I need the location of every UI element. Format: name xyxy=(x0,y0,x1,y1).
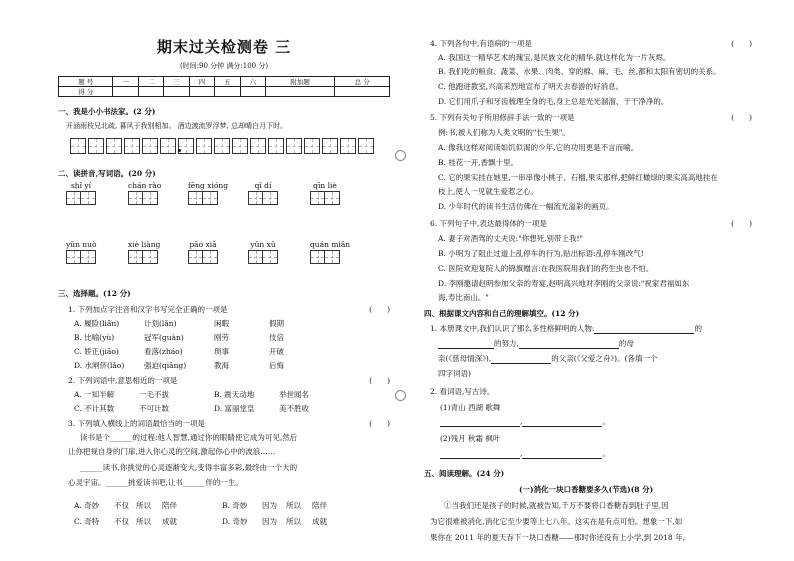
option-text: 不仅 xyxy=(114,501,129,510)
question-3-1: 1. 下列加点字注音和汉字书写完全正确的一项是 xyxy=(68,305,228,314)
option-text: 举世闻名 xyxy=(279,390,309,399)
question-3-6: 6. 下列句子中,表达最得体的一项是 xyxy=(430,219,547,228)
option-text: B. 我们吃的粮食、蔬菜、水果、肉类、穿的棉、麻、毛、丝,都和太阳有密切的关系。 xyxy=(438,67,721,76)
score-cell[interactable] xyxy=(240,87,265,97)
write-box[interactable] xyxy=(263,191,278,205)
blank-field[interactable] xyxy=(522,449,602,459)
pinyin-item xyxy=(128,181,161,205)
score-head: 五 xyxy=(215,77,240,87)
pinyin-text: shǐ yí xyxy=(70,181,92,190)
pinyin-item xyxy=(188,181,228,205)
write-box[interactable] xyxy=(325,191,340,205)
option-text[interactable]: B. 比喻(yù) xyxy=(74,333,115,342)
section-5-heading: 五、阅读理解。(24 分) xyxy=(424,469,505,478)
option-text: 冠军(guàn) xyxy=(144,333,184,342)
pinyin-item xyxy=(248,181,278,205)
option-text: 琐事 xyxy=(214,347,229,356)
pinyin-item xyxy=(188,240,218,264)
write-box[interactable] xyxy=(188,191,203,205)
option-text: D. 它们用爪子和牙齿梳理全身的毛,身上总是光光溜溜、干干净净的。 xyxy=(438,97,669,106)
option-text: A. 像我这样对阅读如饥似渴的少年,它的功用更是不言而喻。 xyxy=(438,143,639,152)
pinyin-text: fēng xióng xyxy=(188,181,229,190)
grid-cell[interactable] xyxy=(214,138,230,154)
pinyin-text: xiè liàng xyxy=(128,240,161,249)
option-text: 一毛不拔 xyxy=(139,390,169,399)
question-3-3: 3. 下列填入横线上的词语最恰当的一项是 xyxy=(68,419,206,428)
pinyin-item xyxy=(66,181,96,205)
blank-field[interactable] xyxy=(440,449,520,459)
score-cell[interactable] xyxy=(164,87,189,97)
blank-field[interactable] xyxy=(438,339,494,349)
option-text[interactable]: C. 不计其数 xyxy=(74,404,115,413)
grid-cell[interactable] xyxy=(232,138,248,154)
option-text: 枝上,使人一见就生爱惹之心。 xyxy=(438,187,538,196)
score-head: 六 xyxy=(240,77,265,87)
question-text: 亲(《慈母情深》), xyxy=(438,354,492,363)
option-text: C. 他跑进教室,兴高采烈地宣布了明天去春游的好消息。 xyxy=(438,82,624,91)
blank-field[interactable] xyxy=(491,354,551,364)
fill-question-4-1-line3 xyxy=(438,353,658,364)
write-box[interactable] xyxy=(66,250,81,264)
option-text: 陪伴 xyxy=(312,501,327,510)
pinyin-item xyxy=(248,240,278,264)
grid-cell[interactable] xyxy=(268,138,284,154)
grid-cell[interactable] xyxy=(196,138,212,154)
answer-paren[interactable]: ( ) xyxy=(369,305,390,314)
answer-paren[interactable]: ( ) xyxy=(369,376,390,385)
grid-cell[interactable] xyxy=(106,138,122,154)
option-text: 后悔 xyxy=(269,361,284,370)
pinyin-item xyxy=(310,240,350,264)
write-box[interactable] xyxy=(188,250,203,264)
option-text[interactable]: C. 娇正(jiǎo) xyxy=(74,347,119,356)
pinyin-text: pāo xiǎ xyxy=(189,240,217,249)
score-cell[interactable] xyxy=(113,87,138,97)
score-cell[interactable] xyxy=(189,87,214,97)
write-box[interactable] xyxy=(128,191,143,205)
grid-cell[interactable] xyxy=(88,138,104,154)
page-subtitle: (时间:90 分钟 满分:100 分) xyxy=(179,62,269,70)
pinyin-text: yǔn xǔ xyxy=(250,240,276,249)
option-text: 不仅 xyxy=(114,517,129,526)
write-box[interactable] xyxy=(143,250,158,264)
score-head: 总 分 xyxy=(335,77,390,87)
grid-cell[interactable] xyxy=(358,138,374,154)
option-text[interactable]: D. 富丽堂皇 xyxy=(214,404,255,413)
poem-answer-2: , 。 xyxy=(440,448,610,459)
q3-option-row xyxy=(74,500,327,511)
passage-line: 读书是个______的过程:他人智慧,通过你的眼睛使它成为可见,然后 xyxy=(80,433,298,442)
option-text: 教海 xyxy=(214,361,229,370)
score-cell[interactable] xyxy=(335,87,390,97)
score-table-score-row xyxy=(59,87,390,97)
question-3-5: 5. 下列有关句子所用修辞手法一致的一项是 xyxy=(430,113,575,122)
option-text: 陪伴 xyxy=(162,501,177,510)
grid-cell[interactable] xyxy=(142,138,158,154)
question-3-4: 4. 下列各句中,有语病的一项是 xyxy=(430,39,532,48)
poem-prompt-2: (2)残月 秋霜 枫叶 xyxy=(440,434,501,443)
write-box[interactable] xyxy=(248,191,263,205)
q1-option-row xyxy=(74,346,284,357)
option-text: A. 我国这一精华艺术的瑰宝,是民族文化的精华,就这样化为一片灰烬。 xyxy=(438,53,671,62)
pinyin-item xyxy=(66,240,96,264)
passage-line: ______读书,你挑觉的心灵逐渐变大,变得丰富多彩,最终由一个大的 xyxy=(80,463,298,472)
option-text[interactable]: B. 震天动地 xyxy=(214,390,255,399)
section-2-heading: 二、读拼音,写词语。(20 分) xyxy=(58,169,156,178)
passage-line: 让你把视自身的门扉,进入你心灵的空间,激起你心中的波浪…… xyxy=(68,447,276,456)
write-box[interactable] xyxy=(325,250,340,264)
write-box[interactable] xyxy=(263,250,278,264)
pinyin-text: quán miǎn xyxy=(310,240,351,249)
option-text: 闲暇 xyxy=(214,319,229,328)
write-box[interactable] xyxy=(81,191,96,205)
score-head: 附加题 xyxy=(265,77,334,87)
write-box[interactable] xyxy=(203,250,218,264)
option-text: 看落(zháo) xyxy=(144,347,183,356)
option-text: A. 妻子对酒驾的丈夫说:"你想死,别带上我!" xyxy=(438,234,584,243)
option-text[interactable]: A. 一知半解 xyxy=(74,390,115,399)
score-table xyxy=(58,76,390,97)
option-text: 因为 xyxy=(262,517,277,526)
option-text[interactable]: A. 奇妙 xyxy=(74,501,100,510)
pinyin-item xyxy=(128,240,160,264)
binding-hole xyxy=(395,150,406,161)
pinyin-text: qīn liè xyxy=(313,181,337,190)
option-text: B. 桂花一开,香飘十里。 xyxy=(438,158,519,167)
blank-field[interactable] xyxy=(522,417,602,427)
score-cell[interactable] xyxy=(215,87,240,97)
score-table-header-row xyxy=(59,77,390,87)
option-text: 所以 xyxy=(286,501,301,510)
write-box[interactable] xyxy=(128,250,143,264)
calligraphy-poem: 开涵雨枝兄北疏, 暮风于我别相加。 酒边渡流罗浮梦, 总却晴白月下时。 xyxy=(66,122,288,130)
option-text: 海,寿比南山。" xyxy=(438,293,489,302)
score-label: 得 分 xyxy=(59,87,113,97)
question-text: 1. 本册课文中,我们认识了那么多性格鲜明的人物: xyxy=(430,324,595,333)
fill-question-4-1-line2 xyxy=(438,338,634,349)
option-text[interactable]: D. 水闸侪(lǎo) xyxy=(74,361,125,370)
option-text: 强迫(qiǎng) xyxy=(144,361,187,370)
write-box[interactable] xyxy=(203,191,218,205)
pinyin-text: chán rào xyxy=(128,181,162,190)
grid-cell[interactable] xyxy=(124,138,140,154)
grid-cell[interactable] xyxy=(340,138,356,154)
grid-cell[interactable] xyxy=(286,138,302,154)
question-text: 四字词语) xyxy=(438,369,471,378)
option-text[interactable]: D. 奇妙 xyxy=(222,517,248,526)
question-text: 的努力, xyxy=(494,339,519,348)
option-text: 刚劳 xyxy=(214,333,229,342)
fill-question-4-1 xyxy=(430,323,702,334)
option-text: 伎倍 xyxy=(269,333,284,342)
poem-prompt-1: (1)青山 西湖 歌舞 xyxy=(440,403,501,412)
write-box[interactable] xyxy=(310,191,325,205)
reading-paragraph: 果你在 2011 年的夏天吞下一块口香糖——那时你还没有上小学,到 2018 年, xyxy=(430,533,685,542)
score-cell[interactable] xyxy=(265,87,334,97)
option-text: B. 小明为了阻止过道上乱停车的行为,贴出标语:乱停车刚改气! xyxy=(438,249,644,258)
q1-option-row xyxy=(74,332,284,343)
option-text: 所以 xyxy=(136,501,151,510)
score-head: 题 号 xyxy=(59,77,113,87)
answer-paren[interactable]: ( ) xyxy=(731,113,752,122)
grid-cell[interactable] xyxy=(304,138,320,154)
option-text: 不可计数 xyxy=(139,404,169,413)
option-text: D. 李刚邀请赵明参加父亲的寿宴,赵明高兴地对李刚的父亲说:"祝家君福如东 xyxy=(438,279,690,288)
q2-option-row xyxy=(74,389,309,400)
option-text: 计划(lǎn) xyxy=(144,319,177,328)
binding-hole xyxy=(395,390,406,401)
option-text: 开破 xyxy=(269,347,284,356)
blank-field[interactable] xyxy=(594,324,694,334)
dot-mark xyxy=(178,149,181,152)
q2-option-row xyxy=(74,403,309,414)
fill-question-4-2: 2. 看词语,写古诗。 xyxy=(430,387,495,396)
option-text: 所以 xyxy=(136,517,151,526)
write-box[interactable] xyxy=(81,250,96,264)
passage-line: 心灵宇宙。______挑爱读书吧,让书______伴的一生。 xyxy=(68,478,243,487)
option-text: C. 医院欢迎复院人的锦旗赠言:在我医院用我们的药生虫也不怕。 xyxy=(438,264,654,273)
option-text: D. 少年时代的读书生活仿佛在一幅流光溢彩的画页。 xyxy=(438,202,614,211)
option-text: C. 它的果实挂在她里,一串串像小桃子、石榴,果实那样,把鲜红橄绿的果实高高地挂在 xyxy=(438,173,718,182)
write-box[interactable] xyxy=(143,191,158,205)
pinyin-item xyxy=(310,181,340,205)
q3-option-row xyxy=(74,516,327,527)
write-box[interactable] xyxy=(310,250,325,264)
write-box[interactable] xyxy=(66,191,81,205)
grid-cell[interactable] xyxy=(250,138,266,154)
grid-cell[interactable] xyxy=(160,138,176,154)
section-3-heading: 三、选择题。(12 分) xyxy=(58,289,131,298)
q1-option-row xyxy=(74,360,284,371)
reading-title: (一)消化一块口香糖要多久(节选)(8 分) xyxy=(519,485,654,494)
answer-paren[interactable]: ( ) xyxy=(731,219,752,228)
blank-field[interactable] xyxy=(519,339,619,349)
calligraphy-grid[interactable] xyxy=(70,138,376,154)
grid-cell[interactable] xyxy=(322,138,338,154)
score-head: 四 xyxy=(189,77,214,87)
pinyin-text: yǔn nuò xyxy=(66,240,97,249)
write-box[interactable] xyxy=(248,250,263,264)
page-title: 期末过关检测卷 三 xyxy=(156,38,292,56)
pinyin-text: qǐ dí xyxy=(254,181,272,190)
option-text: 美不胜收 xyxy=(279,404,309,413)
question-text: 的父亲(《父爱之舟》)。(各填一个 xyxy=(551,354,658,363)
reading-paragraph: ①当我们还是孩子的时候,就被告知,千万不要将口香糖吞到肚子里,因 xyxy=(444,501,669,510)
option-text: 所以 xyxy=(286,517,301,526)
question-text: 的母 xyxy=(618,339,634,348)
reading-paragraph: 为它很难被消化,消化它至少要等上七八年。这实在是有点可怕。想象一下,如 xyxy=(430,517,683,526)
option-text: 因为 xyxy=(262,501,277,510)
option-text: 假期 xyxy=(269,319,284,328)
section-1-heading: 一、我是小小书法家。(2 分) xyxy=(58,107,156,116)
score-head: 二 xyxy=(138,77,163,87)
example-text: 例:书,被人们称为人类文明的"长生果"。 xyxy=(438,128,570,137)
poem-answer-1: , 。 xyxy=(440,416,610,427)
question-3-2: 2. 下列词语中,意思相近的一项是 xyxy=(68,376,178,385)
score-head: 三 xyxy=(164,77,189,87)
answer-paren[interactable]: ( ) xyxy=(369,419,390,428)
score-head: 一 xyxy=(113,77,138,87)
question-text: 的 xyxy=(694,324,702,333)
option-text: 成就 xyxy=(312,517,327,526)
score-cell[interactable] xyxy=(138,87,163,97)
section-4-heading: 四、根据课文内容和自己的理解填空。(12 分) xyxy=(424,309,580,318)
answer-paren[interactable]: ( ) xyxy=(731,39,752,48)
option-text[interactable]: C. 奇特 xyxy=(74,517,100,526)
option-text[interactable]: B. 奇妙 xyxy=(222,501,248,510)
option-text[interactable]: A. 履险(liǎn) xyxy=(74,319,120,328)
option-text: 成就 xyxy=(162,517,177,526)
grid-cell[interactable] xyxy=(70,138,86,154)
q1-option-row xyxy=(74,318,284,329)
blank-field[interactable] xyxy=(440,417,520,427)
